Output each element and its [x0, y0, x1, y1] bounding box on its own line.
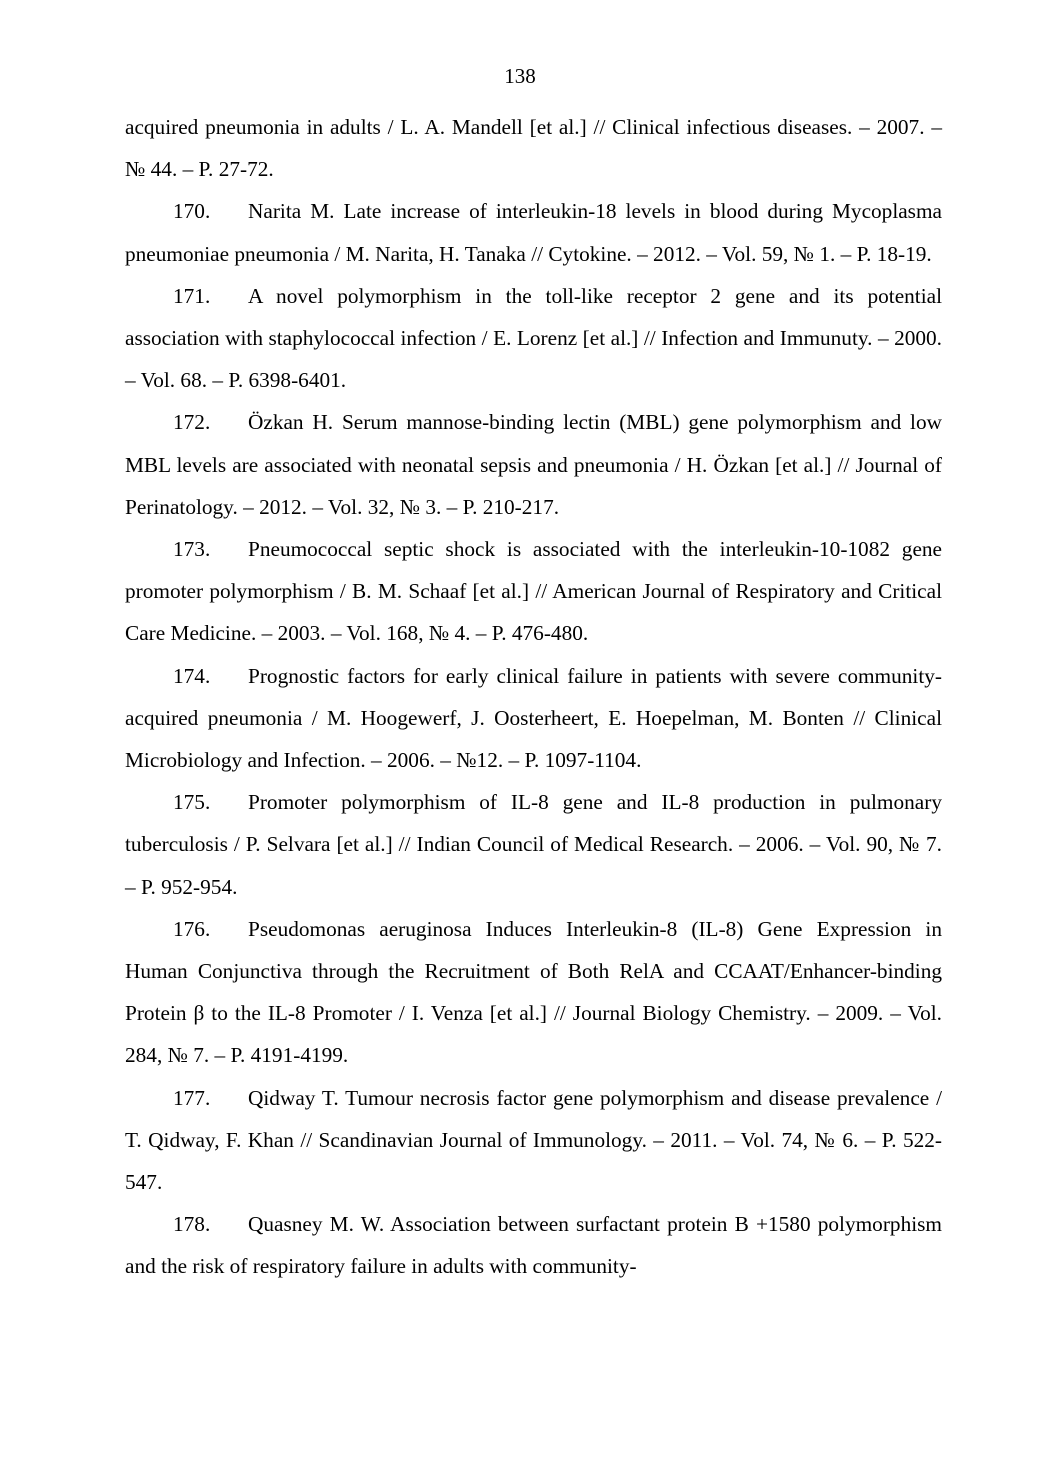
reference-item-173 — [125, 528, 942, 655]
reference-number: 176. — [173, 916, 211, 941]
reference-item-171 — [125, 275, 942, 402]
reference-item-176 — [125, 908, 942, 1077]
reference-number: 175. — [173, 790, 211, 815]
reference-number: 170. — [173, 199, 211, 224]
reference-text: Prognostic factors for early clinical failure in patients with severe community-acquired pneumonia / M. Hoogewerf, J. Oosterheert, E. Hoepelman, M. Bonten // Clinical Microbiology and Infection. – 2006. – №12. – P. 1097-1104. — [125, 663, 942, 773]
reference-text: Özkan H. Serum mannose-binding lectin (MBL) gene polymorphism and low MBL levels are associated with neonatal sepsis and pneumonia / H. Özkan [et al.] // Journal of Perinatology. – 2012. – Vol. 32, № 3. – P. 210-217. — [125, 410, 942, 519]
reference-item-177 — [125, 1077, 942, 1204]
reference-item-175 — [125, 781, 942, 908]
reference-item-178 — [125, 1203, 942, 1287]
page-number: 138 — [504, 64, 536, 88]
reference-text: Narita M. Late increase of interleukin-18 levels in blood during Mycoplasma pneumoniae pneumonia / M. Narita, H. Tanaka // Cytokine. – 2012. – Vol. 59, № 1. – P. 18-19. — [125, 199, 942, 266]
reference-item-172 — [125, 401, 942, 528]
reference-text: Pneumococcal septic shock is associated with the interleukin-10-1082 gene promoter polymorphism / B. M. Schaaf [et al.] // American Journal of Respiratory and Critical Care Medicine. – 2003. – Vol. 168, № 4. – P. 476-480. — [125, 537, 942, 646]
reference-item-170 — [125, 190, 942, 274]
reference-number: 171. — [173, 283, 211, 308]
reference-text: A novel polymorphism in the toll-like receptor 2 gene and its potential association with staphylococcal infection / E. Lorenz [et al.] // Infection and Immunuty. – 2000. – Vol. 68. – P. 6398-6401. — [125, 283, 942, 393]
reference-number: 177. — [173, 1085, 211, 1110]
reference-continuation: acquired pneumonia in adults / L. A. Mandell [et al.] // Clinical infectious diseases. – 2007. – № 44. – P. 27-72. — [125, 115, 942, 182]
reference-number: 172. — [173, 410, 211, 435]
reference-item-174 — [125, 655, 942, 782]
reference-text: Promoter polymorphism of IL-8 gene and IL-8 production in pulmonary tuberculosis / P. Selvara [et al.] // Indian Council of Medical Research. – 2006. – Vol. 90, № 7. – P. 952-954. — [125, 790, 942, 899]
reference-number: 178. — [173, 1212, 211, 1237]
reference-number: 174. — [173, 663, 211, 688]
reference-text: Pseudomonas aeruginosa Induces Interleukin-8 (IL-8) Gene Expression in Human Conjunctiva through the Recruitment of Both RelA and CCAAT/Enhancer-binding Protein β to the IL-8 Promoter / I. Venza [et al.] // Journal Biology Chemistry. – 2009. – Vol. 284, № 7. – P. 4191-4199. — [125, 916, 942, 1068]
reference-number: 173. — [173, 537, 211, 562]
reference-text: Qidway T. Tumour necrosis factor gene polymorphism and disease prevalence / T. Qidway, F. Khan // Scandinavian Journal of Immunology. – 2011. – Vol. 74, № 6. – P. 522-547. — [125, 1085, 942, 1195]
reference-text: Quasney M. W. Association between surfactant protein B +1580 polymorphism and the risk of respiratory failure in adults with community- — [125, 1212, 942, 1279]
reference-list — [125, 106, 942, 1288]
